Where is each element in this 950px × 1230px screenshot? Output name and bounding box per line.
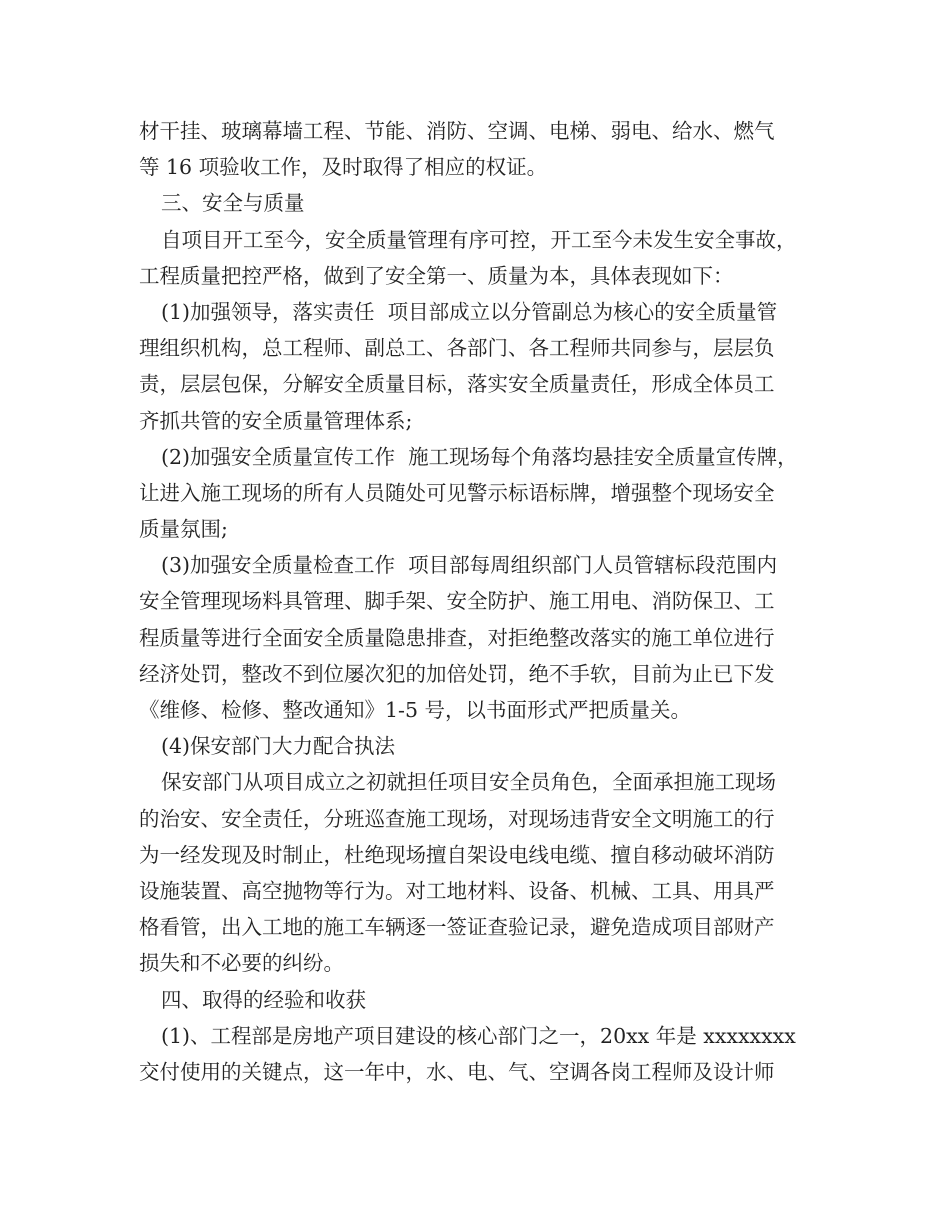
text-line: 工程质量把控严格，做到了安全第一、质量为本，具体表现如下： [139, 263, 734, 288]
text-line: 设施装置、高空抛物等行为。对工地材料、设备、机械、工具、用具严 [139, 878, 775, 903]
text-line: (2)加强安全质量宣传工作 施工现场每个角落均悬挂安全质量宣传牌， [161, 444, 798, 469]
section-heading: 三、安全与质量 [161, 191, 305, 216]
text-line: 经济处罚，整改不到位屡次犯的加倍处罚，绝不手软，目前为止已下发 [139, 661, 775, 686]
text-line: 质量氛围; [139, 517, 228, 542]
text-line: 《维修、检修、整改通知》1-5 号，以书面形式严把质量关。 [139, 698, 692, 722]
text-line: 齐抓共管的安全质量管理体系; [139, 408, 413, 433]
text-line: 保安部门从项目成立之初就担任项目安全员角色，全面承担施工现场 [161, 770, 776, 795]
text-line: 格看管，出入工地的施工车辆逐一签证查验记录，避免造成项目部财产 [139, 915, 775, 940]
text-line: 责，层层包保，分解安全质量目标，落实安全质量责任，形成全体员工 [139, 372, 775, 397]
text-line: 损失和不必要的纠纷。 [139, 951, 344, 976]
text-line: (3)加强安全质量检查工作 项目部每周组织部门人员管辖标段范围内 [161, 553, 778, 578]
text-line: 让进入施工现场的所有人员随处可见警示标语标牌，增强整个现场安全 [139, 480, 775, 505]
text-line: 为一经发现及时制止，杜绝现场擅自架设电线电缆、擅自移动破坏消防 [139, 842, 775, 867]
text-line: 材干挂、玻璃幕墙工程、节能、消防、空调、电梯、弱电、给水、燃气 [139, 119, 775, 143]
text-line: 自项目开工至今，安全质量管理有序可控，开工至今未发生安全事故， [161, 227, 797, 252]
text-line: (1)加强领导，落实责任 项目部成立以分管副总为核心的安全质量管 [161, 299, 778, 324]
text-line: 等 16 项验收工作，及时取得了相应的权证。 [139, 155, 548, 180]
text-line: 交付使用的关键点，这一年中，水、电、气、空调各岗工程师及设计师 [139, 1059, 775, 1084]
text-line: 的治安、安全责任，分班巡查施工现场，对现场违背安全文明施工的行 [139, 806, 775, 831]
text-line: 理组织机构，总工程师、副总工、各部门、各工程师共同参与，层层负 [139, 336, 775, 361]
section-heading: 四、取得的经验和收获 [161, 987, 366, 1012]
text-line: (1)、工程部是房地产项目建设的核心部门之一，20xx 年是 xxxxxxxx [161, 1023, 796, 1048]
text-line: 安全管理现场料具管理、脚手架、安全防护、施工用电、消防保卫、工 [139, 589, 775, 614]
document-body [139, 113, 819, 1090]
text-line: 程质量等进行全面安全质量隐患排查，对拒绝整改落实的施工单位进行 [139, 625, 775, 650]
text-line: (4)保安部门大力配合执法 [161, 734, 396, 759]
